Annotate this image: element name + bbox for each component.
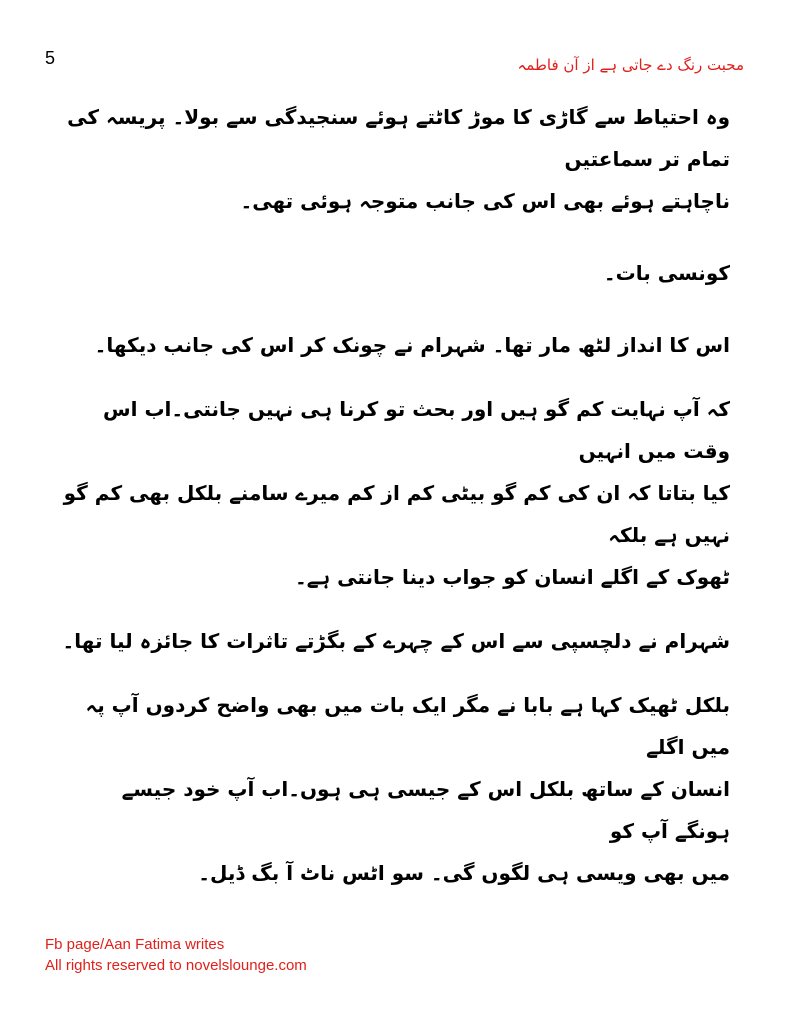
novel-header-title: محبت رنگ دے جاتی ہے از آن فاطمہ	[517, 56, 744, 74]
paragraph-line: ٹھوک کے اگلے انسان کو جواب دینا جانتی ہے۔	[295, 565, 730, 589]
paragraph-2	[62, 252, 730, 294]
paragraph-line: شہرام نے دلچسپی سے اس کے چہرے کے بگڑتے تاثرات کا جائزہ لیا تھا۔	[62, 629, 730, 653]
paragraph-line: انسان کے ساتھ بلکل اس کے جیسی ہی ہوں۔اب آپ خود جیسے ہونگے آپ کو	[121, 777, 730, 843]
paragraph-3	[62, 324, 730, 366]
footer-rights-notice: All rights reserved to novelslounge.com	[45, 957, 307, 974]
paragraph-line: کیا بتاتا کہ ان کی کم گو بیٹی کم از کم میرے سامنے بلکل بھی کم گو نہیں ہے بلکہ	[63, 481, 730, 547]
paragraph-line: کہ آپ نہایت کم گو ہیں اور بحث تو کرنا ہی نہیں جانتی۔اب اس وقت میں انہیں	[103, 397, 730, 463]
paragraph-line: وہ احتیاط سے گاڑی کا موڑ کاٹتے ہوئے سنجیدگی سے بولا۔ پریسہ کی تمام تر سماعتیں	[67, 105, 730, 171]
paragraph-line: میں بھی ویسی ہی لگوں گی۔ سو اٹس ناٹ آ بگ ڈیل۔	[198, 861, 730, 885]
paragraph-line: بلکل ٹھیک کہا ہے بابا نے مگر ایک بات میں بھی واضح کردوں آپ پہ میں اگلے	[85, 693, 730, 759]
paragraph-line: ناچاہتے ہوئے بھی اس کی جانب متوجہ ہوئی تھی۔	[240, 189, 730, 213]
paragraph-line: کونسی بات۔	[603, 261, 730, 285]
paragraph-line: اس کا انداز لٹھ مار تھا۔ شہرام نے چونک کر اس کی جانب دیکھا۔	[94, 333, 730, 357]
paragraph-6	[62, 684, 730, 894]
paragraph-1	[62, 96, 730, 222]
paragraph-4	[62, 388, 730, 598]
footer-facebook-page: Fb page/Aan Fatima writes	[45, 936, 225, 953]
story-body	[62, 96, 730, 894]
page-number: 5	[45, 48, 56, 68]
footer-credits	[45, 934, 307, 976]
paragraph-5	[62, 620, 730, 662]
